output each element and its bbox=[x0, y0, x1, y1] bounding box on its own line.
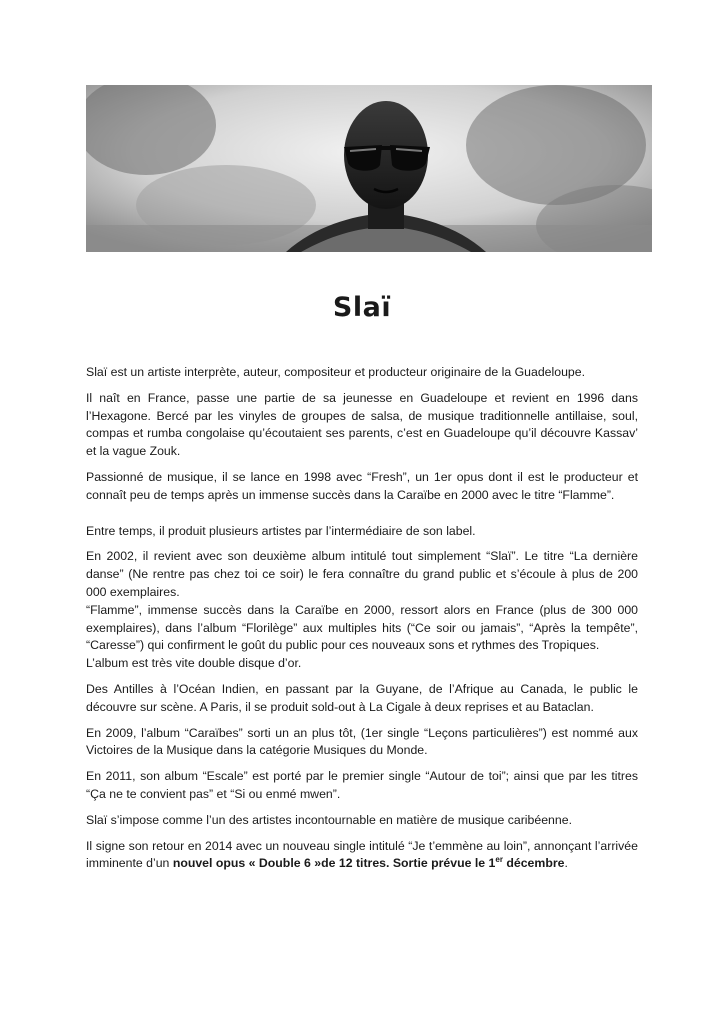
paragraph-impose: Slaï s’impose comme l’un des artistes incontournable en matière de musique caribéenne. bbox=[86, 812, 572, 827]
paragraph-debut: Passionné de musique, il se lance en 1998 avec “Fresh”, un 1er opus dont il est le producteur et connaît peu de temps après un immense succès dans la Caraïbe en 2000 avec le titre “Flamme”. bbox=[86, 469, 638, 502]
paragraph-intro: Slaï est un artiste interprète, auteur, compositeur et producteur originaire de la Guadeloupe. bbox=[86, 365, 586, 379]
paragraph-2014 bbox=[86, 838, 638, 874]
portrait-photo bbox=[86, 85, 652, 252]
paragraph-tour: Des Antilles à l’Océan Indien, en passant par la Guyane, de l’Afrique au Canada, le public le découvre sur scène. A Paris, il se produit sold-out à La Cigale à deux reprises et au Bataclan. bbox=[86, 681, 638, 714]
paragraph-2002-line-2: “Flamme”, immense succès dans la Caraïbe en 2000, ressort alors en France (plus de 300 000 exemplaires), dans l’album “Florilège” aux multiples hits (“Ce soir ou jamais”, “Après la tempête”, “Caresse”) qui confirment le goût du public pour ces nouveaux sons et rythmes des Tropiques. bbox=[86, 602, 638, 653]
paragraph-2002 bbox=[86, 548, 638, 673]
release-announcement-text: nouvel opus « Double 6 »de 12 titres. Sortie prévue le 1 bbox=[172, 856, 496, 871]
release-announcement-sup: er bbox=[495, 855, 503, 865]
release-announcement-end: décembre bbox=[502, 856, 565, 871]
paragraph-2011: En 2011, son album “Escale” est porté par le premier single “Autour de toi”; ainsi que par les titres “Ça ne te convient pas” et “Si ou enmé mwen”. bbox=[86, 769, 638, 801]
paragraph-2002-line-1: En 2002, il revient avec son deuxième album intitulé tout simplement “Slaï”. Le titre “La dernière danse” (Ne rentre pas chez toi ce soir) le fera connaître du grand public et s’écoule à plus de 200 000 exemplaires. bbox=[86, 549, 638, 599]
portrait-photo-icon bbox=[86, 85, 652, 252]
page-title: Slaï bbox=[332, 292, 392, 323]
paragraph-2002-line-3: L’album est très vite double disque d’or. bbox=[86, 656, 302, 671]
paragraph-label: Entre temps, il produit plusieurs artistes par l’intermédiaire de son label. bbox=[86, 523, 476, 538]
paragraph-childhood: Il naît en France, passe une partie de sa jeunesse en Guadeloupe et revient en 1996 dans l’Hexagone. Bercé par les vinyles de groupes de salsa, de musique traditionnelle antillaise, soul, compas et rumba congolaise qu’écoutaient ses parents, c’est en Guadeloupe qu’il découvre Kassav’ et la vague Zouk. bbox=[86, 390, 638, 459]
paragraph-2014-text: Il signe son retour en 2014 avec un nouveau single intitulé “Je t’emmène au loin”, annonçant l’arrivée imminente d’un bbox=[86, 838, 638, 871]
document-body bbox=[86, 364, 638, 881]
release-announcement bbox=[172, 855, 568, 871]
paragraph-2009: En 2009, l’album “Caraïbes” sorti un an plus tôt, (1er single “Leçons particulières”) est nommé aux Victoires de la Musique dans la catégorie Musiques du Monde. bbox=[86, 725, 638, 758]
paragraph-2014-end: . bbox=[564, 856, 568, 871]
